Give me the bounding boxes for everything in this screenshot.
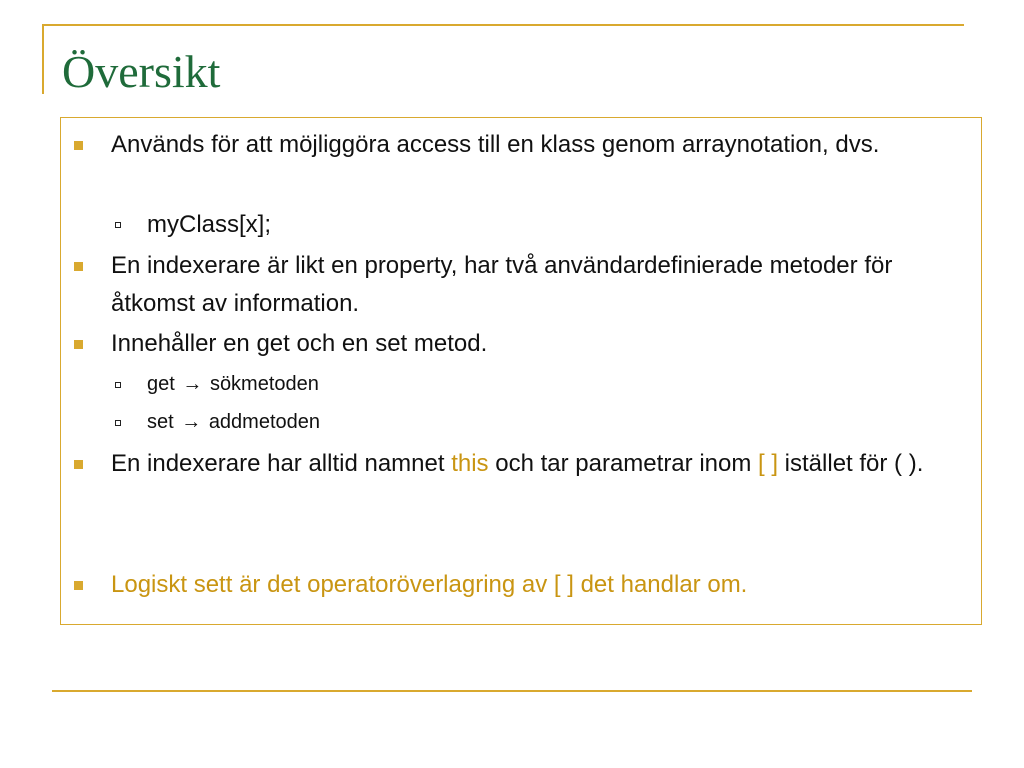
bullet-item-1 <box>111 126 961 164</box>
sub-bullet-right: sökmetoden <box>209 373 319 395</box>
bullet-item-4 <box>111 445 961 483</box>
bullet-item-3 <box>111 325 961 363</box>
keyword-brackets: [ ] <box>758 450 779 477</box>
sub-bullet-left: set <box>147 411 174 433</box>
sub-bullet-item-set <box>147 409 947 435</box>
bottom-decoration-line <box>52 690 972 692</box>
hollow-square-bullet-icon <box>115 420 121 426</box>
bullet-text: Logiskt sett är det operatoröverlagring av [ ] det handlar om. <box>111 571 748 598</box>
bullet-text-part1: En indexerare har alltid namnet <box>111 450 452 477</box>
bullet-item-5 <box>111 566 961 604</box>
bullet-text: Används för att möjliggöra access till en klass genom arraynotation, dvs. <box>111 131 880 158</box>
bullet-text: Innehåller en get och en set metod. <box>111 330 488 357</box>
bullet-text-part2: och tar parametrar inom <box>488 450 758 477</box>
top-decoration-line <box>42 24 964 26</box>
square-bullet-icon <box>74 460 83 469</box>
hollow-square-bullet-icon <box>115 222 121 228</box>
right-arrow-icon: → <box>181 411 202 433</box>
left-decoration-line <box>42 24 44 94</box>
square-bullet-icon <box>74 340 83 349</box>
square-bullet-icon <box>74 262 83 271</box>
sub-bullet-right: addmetoden <box>208 411 321 433</box>
keyword-this: this <box>451 450 489 477</box>
right-arrow-icon: → <box>182 373 203 395</box>
sub-bullet-text: myClass[x]; <box>147 211 272 238</box>
content-box <box>60 117 982 625</box>
hollow-square-bullet-icon <box>115 382 121 388</box>
bullet-item-2 <box>111 247 961 323</box>
slide-title: Översikt <box>62 46 221 97</box>
sub-bullet-left: get <box>147 373 175 395</box>
square-bullet-icon <box>74 141 83 150</box>
bullet-text: En indexerare är likt en property, har två användardefinierade metoder för åtkomst av information. <box>111 252 893 317</box>
bullet-text-part3: istället för ( ). <box>778 450 924 477</box>
sub-bullet-item-get <box>147 371 947 397</box>
square-bullet-icon <box>74 581 83 590</box>
sub-bullet-item-1 <box>147 209 947 241</box>
